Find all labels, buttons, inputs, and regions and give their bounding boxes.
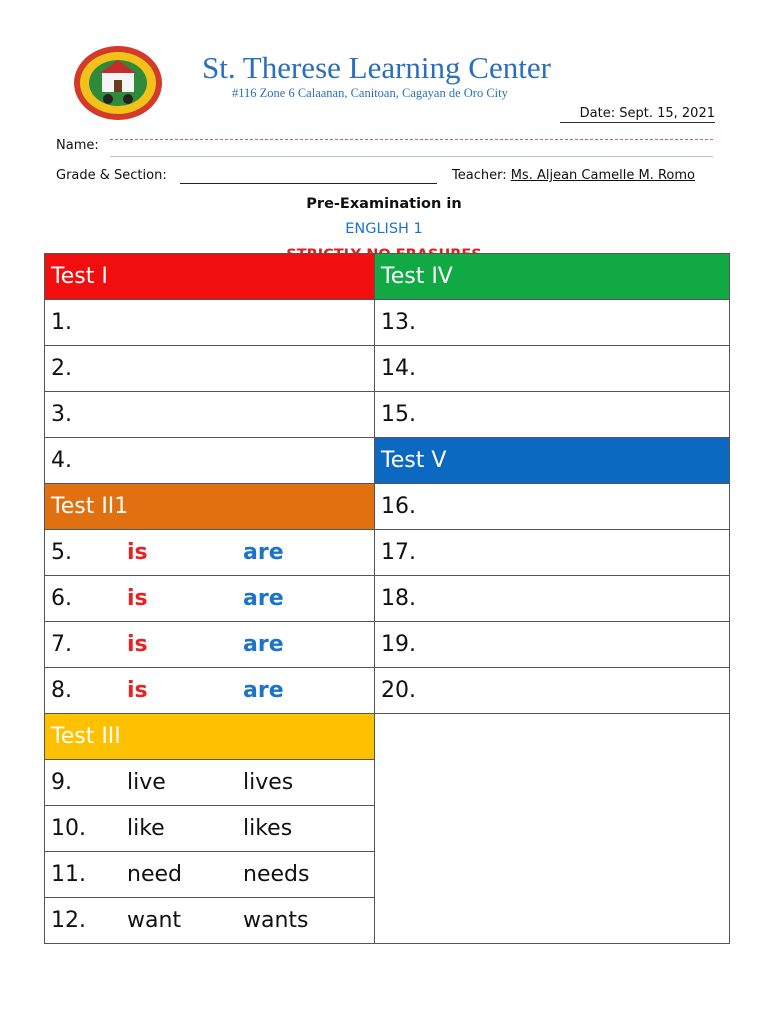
choice-cell <box>45 668 375 714</box>
answer-cell[interactable] <box>45 438 375 484</box>
exam-subject: ENGLISH 1 <box>345 221 423 237</box>
table-row <box>45 668 730 714</box>
choice-cell <box>45 530 375 576</box>
exam-date: Date: Sept. 15, 2021 <box>560 106 715 123</box>
choice-s-verb[interactable]: needs <box>243 862 310 887</box>
item-number: 12. <box>51 908 86 933</box>
answer-cell[interactable] <box>375 392 730 438</box>
item-number: 14. <box>381 356 416 381</box>
item-number: 4. <box>51 448 72 473</box>
item-number: 7. <box>51 632 72 657</box>
school-name: St. Therese Learning Center <box>202 50 551 85</box>
choice-base-verb[interactable]: need <box>127 862 182 887</box>
answer-cell[interactable] <box>375 346 730 392</box>
choice-base-verb[interactable]: want <box>127 908 182 933</box>
name-label: Name: <box>56 138 99 153</box>
choice-cell <box>45 760 375 806</box>
choice-cell <box>45 806 375 852</box>
name-input-line[interactable] <box>110 139 713 140</box>
answer-cell[interactable] <box>45 392 375 438</box>
empty-cell <box>375 714 730 944</box>
choice-cell <box>45 852 375 898</box>
choice-is[interactable]: is <box>127 586 148 611</box>
choice-are[interactable]: are <box>243 586 284 611</box>
choice-s-verb[interactable]: likes <box>243 816 293 841</box>
answer-cell[interactable] <box>375 484 730 530</box>
item-number: 6. <box>51 586 72 611</box>
table-row <box>45 622 730 668</box>
table-row <box>45 576 730 622</box>
item-number: 17. <box>381 540 416 565</box>
exam-title: Pre-Examination in <box>306 196 462 212</box>
item-number: 8. <box>51 678 72 703</box>
item-number: 1. <box>51 310 72 335</box>
table-row <box>45 254 730 300</box>
choice-is[interactable]: is <box>127 678 148 703</box>
choice-cell <box>45 622 375 668</box>
choice-are[interactable]: are <box>243 540 284 565</box>
choice-are[interactable]: are <box>243 678 284 703</box>
test4-header: Test IV <box>375 254 730 300</box>
test5-header: Test V <box>375 438 730 484</box>
choice-is[interactable]: is <box>127 632 148 657</box>
choice-base-verb[interactable]: live <box>127 770 166 795</box>
school-address: #116 Zone 6 Calaanan, Canitoan, Cagayan de Oro City <box>232 86 508 100</box>
teacher-field <box>452 168 695 183</box>
grade-section-input-line[interactable] <box>180 183 437 184</box>
table-row <box>45 300 730 346</box>
answer-cell[interactable] <box>45 300 375 346</box>
item-number: 13. <box>381 310 416 335</box>
item-number: 16. <box>381 494 416 519</box>
table-row <box>45 392 730 438</box>
table-row <box>45 530 730 576</box>
answer-cell[interactable] <box>375 622 730 668</box>
item-number: 20. <box>381 678 416 703</box>
test3-header: Test III <box>45 714 375 760</box>
name-guide-line <box>110 156 713 157</box>
answer-table <box>44 253 730 944</box>
item-number: 9. <box>51 770 72 795</box>
grade-section-label: Grade & Section: <box>56 168 167 183</box>
answer-cell[interactable] <box>375 300 730 346</box>
choice-s-verb[interactable]: lives <box>243 770 294 795</box>
choice-is[interactable]: is <box>127 540 148 565</box>
table-row <box>45 484 730 530</box>
table-row <box>45 438 730 484</box>
answer-cell[interactable] <box>375 530 730 576</box>
item-number: 18. <box>381 586 416 611</box>
item-number: 15. <box>381 402 416 427</box>
choice-cell <box>45 898 375 944</box>
item-number: 3. <box>51 402 72 427</box>
choice-are[interactable]: are <box>243 632 284 657</box>
answer-cell[interactable] <box>45 346 375 392</box>
school-seal-icon <box>72 44 164 122</box>
teacher-label: Teacher: <box>452 168 507 183</box>
item-number: 11. <box>51 862 86 887</box>
answer-cell[interactable] <box>375 668 730 714</box>
item-number: 5. <box>51 540 72 565</box>
test1-header: Test I <box>45 254 375 300</box>
item-number: 19. <box>381 632 416 657</box>
answer-cell[interactable] <box>375 576 730 622</box>
table-row <box>45 714 730 760</box>
teacher-name: Ms. Aljean Camelle M. Romo <box>510 168 695 183</box>
test2-header: Test II1 <box>45 484 375 530</box>
choice-base-verb[interactable]: like <box>127 816 165 841</box>
item-number: 2. <box>51 356 72 381</box>
table-row <box>45 346 730 392</box>
choice-s-verb[interactable]: wants <box>243 908 309 933</box>
item-number: 10. <box>51 816 86 841</box>
choice-cell <box>45 576 375 622</box>
